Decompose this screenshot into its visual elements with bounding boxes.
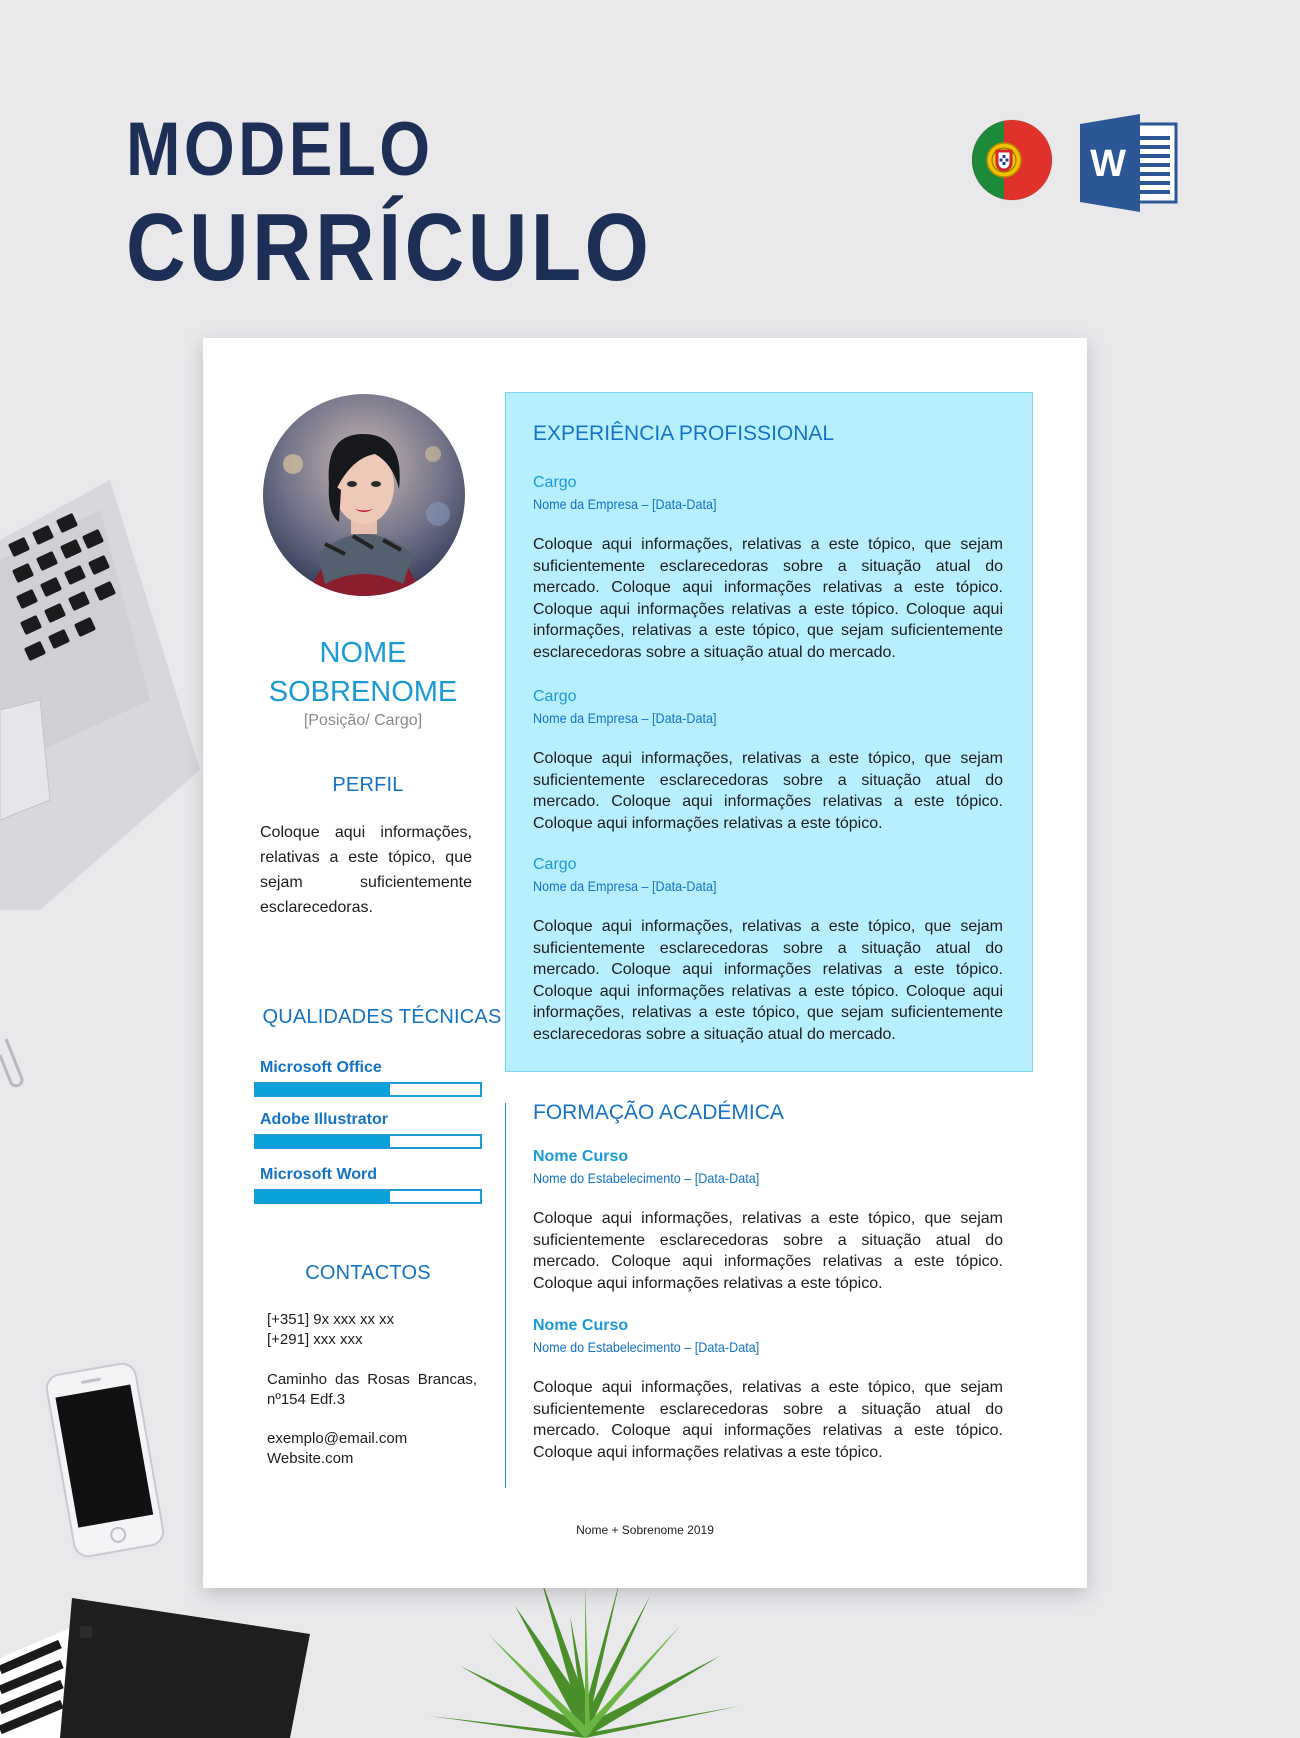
contact-website[interactable]: Website.com [267, 1450, 354, 1467]
education-institution: Nome do Estabelecimento – [Data-Data] [533, 1339, 760, 1355]
candidate-position: [Posição/ Cargo] [303, 712, 423, 729]
word-letter: W [1090, 143, 1126, 185]
education-entry [533, 1317, 1003, 1463]
experience-description: Coloque aqui informações, relativas a este tópico, que sejam suficientemente esclarecedoras sobre a situação atual do mercado. Coloque aqui informações relativas a este tópico. Coloque aqui informações relativas a este tópico. Coloque aqui informações, relativas a este tópico, que sejam suficientemente esclarecedoras sobre a situação atual do mercado. [533, 918, 1003, 1043]
smartphone-image [40, 1360, 170, 1560]
experience-role: Cargo [533, 688, 577, 705]
skills-heading: QUALIDADES TÉCNICAS [262, 1006, 502, 1028]
experience-role: Cargo [533, 474, 577, 491]
experience-entry [533, 856, 1003, 1045]
phone-primary[interactable]: [+351] 9x xxx xx xx [267, 1311, 395, 1328]
experience-role: Cargo [533, 856, 577, 873]
title-line-curriculo: CURRÍCULO [126, 194, 653, 301]
first-name: NOME [319, 637, 407, 669]
skill-item [254, 1111, 484, 1149]
skill-bar-fill [256, 1084, 390, 1095]
skill-label: Microsoft Office [260, 1059, 382, 1076]
resume-sheet [203, 338, 1087, 1588]
skill-label: Microsoft Word [260, 1166, 378, 1183]
candidate-name [243, 634, 483, 712]
experience-description: Coloque aqui informações, relativas a este tópico, que sejam suficientemente esclarecedoras sobre a situação atual do mercado. Coloque aqui informações relativas a este tópico. Coloque aqui informações relativas a este tópico. [533, 750, 1003, 832]
microsoft-word-icon [1078, 114, 1180, 212]
contact-phones [267, 1310, 477, 1350]
laptop-image [0, 470, 200, 910]
contacts-heading: CONTACTOS [305, 1262, 431, 1284]
contact-web [267, 1429, 477, 1469]
experience-description: Coloque aqui informações, relativas a este tópico, que sejam suficientemente esclarecedoras sobre a situação atual do mercado. Coloque aqui informações relativas a este tópico. Coloque aqui informações relativas a este tópico. Coloque aqui informações, relativas a este tópico, que sejam suficientemente esclarecedoras sobre a situação atual do mercado. [533, 536, 1003, 661]
skill-bar-fill [256, 1136, 390, 1147]
education-institution: Nome do Estabelecimento – [Data-Data] [533, 1170, 760, 1186]
skill-bar [254, 1189, 482, 1204]
skill-bar-fill [256, 1191, 390, 1202]
education-entry [533, 1148, 1003, 1294]
experience-company: Nome da Empresa – [Data-Data] [533, 878, 717, 894]
last-name: SOBRENOME [268, 676, 458, 708]
skill-item [254, 1166, 484, 1204]
profile-photo [263, 394, 465, 596]
contact-address: Caminho das Rosas Brancas, nº154 Edf.3 [267, 1371, 477, 1408]
education-course: Nome Curso [533, 1148, 629, 1165]
experience-company: Nome da Empresa – [Data-Data] [533, 496, 717, 512]
profile-heading: PERFIL [332, 774, 404, 796]
skill-label: Adobe Illustrator [260, 1111, 389, 1128]
experience-entry [533, 688, 1003, 834]
education-description: Coloque aqui informações, relativas a este tópico, que sejam suficientemente esclarecedoras sobre a situação atual do mercado. Coloque aqui informações relativas a este tópico. Coloque aqui informações relativas a este tópico. [533, 1379, 1003, 1461]
skill-bar [254, 1134, 482, 1149]
skill-bar [254, 1082, 482, 1097]
education-divider [505, 1103, 506, 1488]
plant-image [420, 1576, 750, 1738]
resume-footer: Nome + Sobrenome 2019 [576, 1523, 714, 1537]
education-course: Nome Curso [533, 1317, 629, 1334]
education-description: Coloque aqui informações, relativas a este tópico, que sejam suficientemente esclarecedoras sobre a situação atual do mercado. Coloque aqui informações relativas a este tópico. Coloque aqui informações relativas a este tópico. [533, 1210, 1003, 1292]
experience-company: Nome da Empresa – [Data-Data] [533, 710, 717, 726]
contact-email[interactable]: exemplo@email.com [267, 1430, 408, 1447]
notebook-image [0, 1598, 310, 1738]
title-line-modelo: MODELO [126, 107, 434, 192]
phone-secondary[interactable]: [+291] xxx xxx [267, 1331, 363, 1348]
experience-heading: EXPERIÊNCIA PROFISSIONAL [533, 422, 835, 445]
profile-text: Coloque aqui informações, relativas a este tópico, que sejam suficientemente esclarecedoras. [260, 824, 472, 916]
experience-entry [533, 474, 1003, 663]
paper-clip-image [0, 1035, 36, 1105]
education-heading: FORMAÇÃO ACADÉMICA [533, 1101, 784, 1124]
portugal-flag-icon [970, 118, 1054, 202]
skill-item [254, 1059, 484, 1097]
